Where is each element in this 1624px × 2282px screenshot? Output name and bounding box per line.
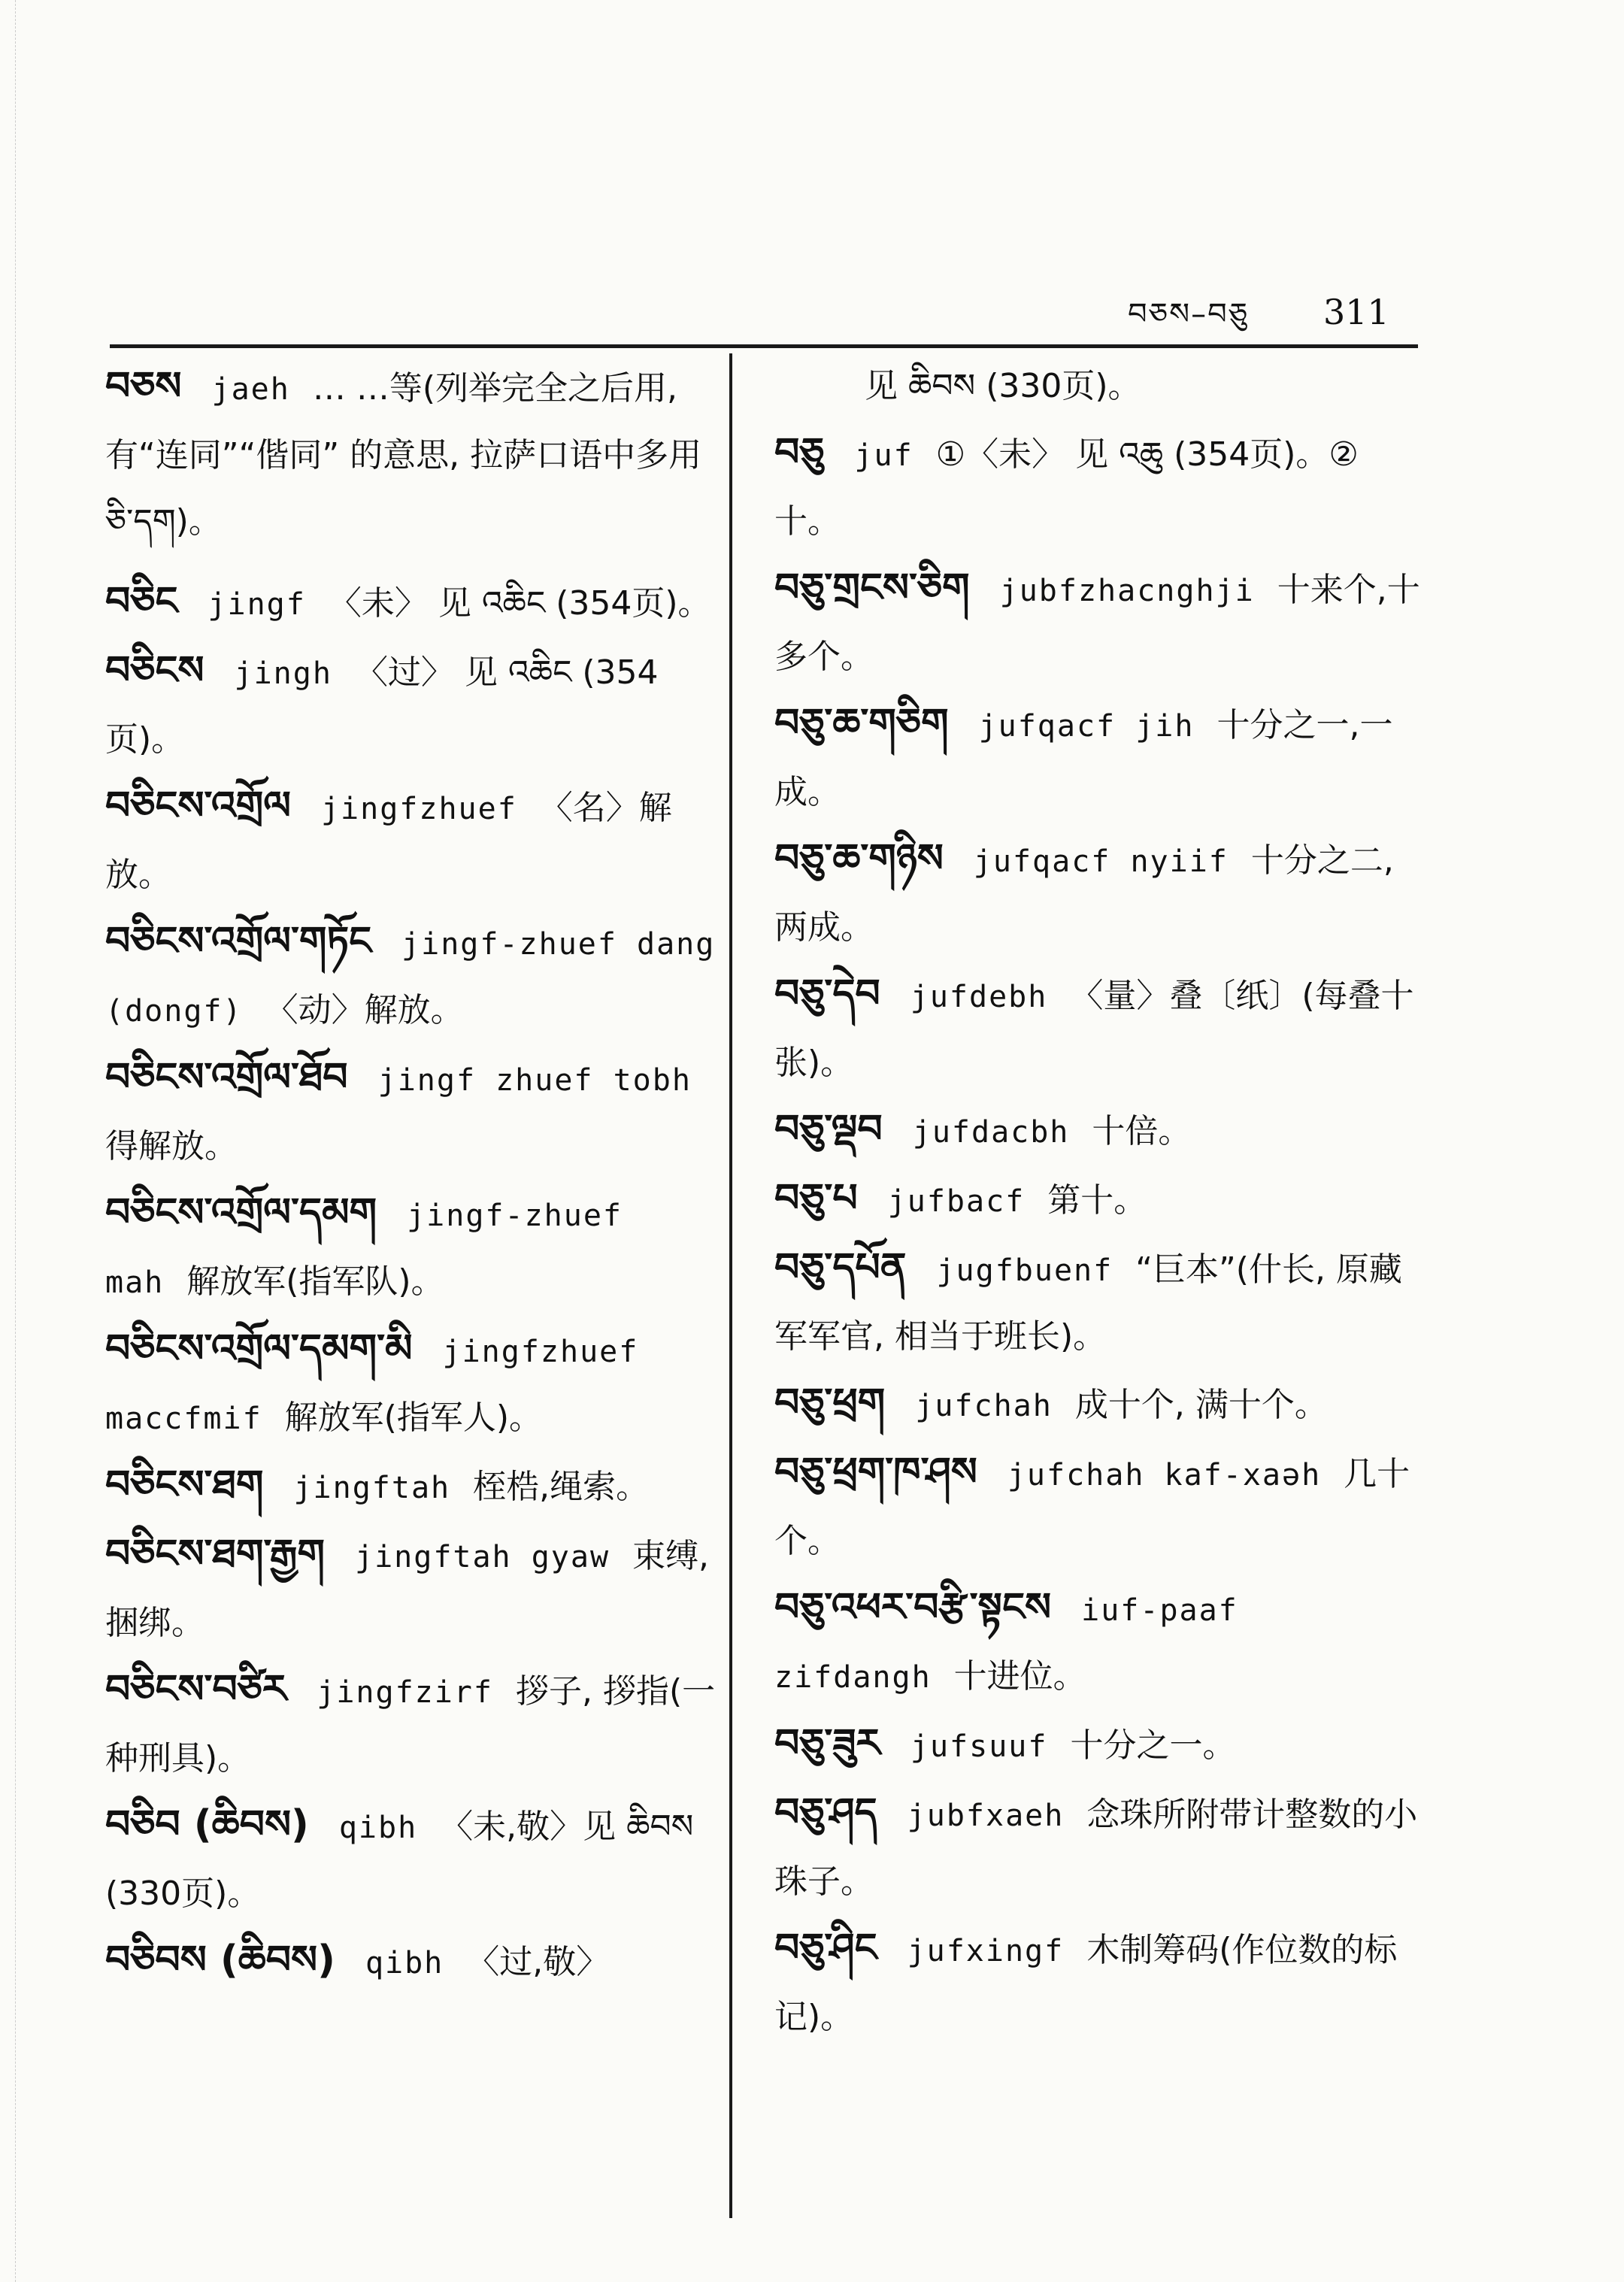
entry-pronunciation: jufxingf	[907, 1934, 1065, 1968]
dictionary-entry	[774, 1165, 1421, 1235]
entry-pronunciation: jingf-zhuef mah	[105, 1199, 623, 1300]
dictionary-entry	[105, 773, 722, 908]
entry-headword: བཅུ་ཟུར	[774, 1721, 880, 1766]
entry-definition: 〈量〉叠〔纸〕(每叠十张)。	[774, 977, 1414, 1082]
entry-pronunciation: jufqacf nyiif	[973, 844, 1229, 879]
entry-definition: 十倍。	[1092, 1112, 1192, 1150]
entry-definition: 〈未〉 见 འཆིང (354页)。	[328, 584, 711, 623]
entry-definition: 〈过,敬〉	[466, 1943, 610, 1981]
dictionary-entry	[105, 1316, 722, 1452]
entry-definition: 解放军(指军人)。	[284, 1399, 542, 1437]
entry-definition: “巨本”(什长, 原藏军军官, 相当于班长)。	[774, 1250, 1402, 1356]
dictionary-entry	[105, 1792, 722, 1927]
entry-definition: 十分之一,一成。	[774, 706, 1393, 811]
dictionary-entry	[105, 1927, 722, 1996]
entry-pronunciation: jufchah kaf-xaəh	[1007, 1458, 1322, 1493]
dictionary-entry	[774, 1439, 1421, 1574]
entry-pronunciation: juf	[854, 438, 914, 473]
entry-headword: བཅུ་དཔོན	[774, 1245, 907, 1290]
dictionary-entry	[774, 1574, 1421, 1711]
entry-definition: 〈名〉解放。	[105, 789, 672, 894]
continued-definition: 见 ཆིབས (330页)。	[865, 367, 1141, 405]
entry-headword: བཅིངས	[105, 648, 205, 693]
entry-definition: 十分之一。	[1070, 1726, 1236, 1765]
entry-headword: བཅུ་ཤིང	[774, 1926, 877, 1971]
entry-headword: བཅུ་དེབ	[774, 971, 880, 1017]
entry-definition: 十分之二,两成。	[774, 841, 1394, 947]
entry-pronunciation: jingftah gyaw	[354, 1540, 611, 1574]
entry-pronunciation: jingf-zhuef dang (dongf)	[105, 927, 716, 1029]
entry-headword: བཅུ་ལྡབ	[774, 1107, 883, 1152]
dictionary-entry	[105, 1044, 722, 1180]
entry-pronunciation: jaeh	[211, 372, 290, 407]
dictionary-entry	[774, 690, 1421, 826]
dictionary-entry	[105, 353, 722, 555]
entry-pronunciation: jufdebh	[910, 980, 1048, 1014]
dictionary-entry	[105, 1521, 722, 1656]
entry-pronunciation: jugfbuenf	[936, 1253, 1113, 1288]
entry-headword: བཅིངས་ཐག་རྒྱག	[105, 1532, 325, 1577]
entry-definition: 〈未,敬〉见 ཆིབས (330页)。	[105, 1808, 694, 1913]
entry-pronunciation: jubfxaeh	[907, 1799, 1065, 1833]
dictionary-entry	[105, 568, 722, 638]
entry-pronunciation: jufqacf jih	[978, 709, 1195, 744]
entry-definition: … …等(列举完全之后用,有“连同”“偕同” 的意思, 拉萨口语中多用 ཅི་དག)。	[105, 369, 702, 541]
dictionary-entry	[774, 420, 1421, 555]
entry-headword: བཅིངས་འགྲོལ	[105, 783, 291, 829]
entry-pronunciation: jingfzirf	[317, 1675, 493, 1710]
entry-headword: བཅུ་ཆ་གཉིས	[774, 836, 944, 881]
entry-definition: 〈过〉 见 འཆིང (354页)。	[105, 653, 659, 759]
entry-definition: 木制筹码(作位数的标记)。	[774, 1931, 1398, 2036]
dictionary-entry	[774, 826, 1421, 961]
entry-definition: 念珠所附带计整数的小珠子。	[774, 1796, 1418, 1901]
entry-headword: བཅུ་ཕྲག	[774, 1380, 886, 1426]
entry-definition: 〈动〉解放。	[265, 991, 464, 1029]
left-column	[105, 353, 722, 1996]
entry-pronunciation: iuf-paaf zifdangh	[774, 1593, 1238, 1695]
entry-pronunciation: jingh	[234, 656, 332, 691]
entry-pronunciation: jingfzhuef	[320, 792, 517, 826]
entry-definition: 桎梏,绳索。	[473, 1468, 650, 1506]
dictionary-entry	[774, 1780, 1421, 1915]
entry-definition: 几十个。	[774, 1455, 1410, 1560]
entry-headword: བཅུ་གྲངས་ཅིག	[774, 565, 970, 611]
dictionary-entry	[105, 1656, 722, 1792]
entry-headword: བཅིངས་ཐག	[105, 1462, 264, 1508]
dictionary-entry	[105, 638, 722, 773]
entry-definition: 拶子, 拶指(一种刑具)。	[105, 1672, 716, 1777]
dictionary-entry	[774, 1711, 1421, 1780]
dictionary-entry	[105, 1452, 722, 1521]
entry-headword: བཅུ་པ	[774, 1176, 858, 1221]
entry-pronunciation: jufsuuf	[910, 1729, 1048, 1764]
running-head: བཅས–བཅུ	[1128, 297, 1250, 332]
dictionary-entry	[774, 1096, 1421, 1165]
entry-definition: 十来个,十多个。	[774, 571, 1420, 676]
entry-headword: བཅིབས (ཆིབས)	[105, 1938, 335, 1983]
entry-pronunciation: jubfzhacnghji	[999, 574, 1255, 608]
header-rule	[110, 344, 1418, 348]
entry-headword: བཅུ་ཤད	[774, 1790, 877, 1835]
entry-headword: བཅིངས་བཙིར	[105, 1667, 287, 1712]
entry-pronunciation: jingfzhuef maccfmif	[105, 1335, 639, 1436]
entry-pronunciation: jufbacf	[887, 1184, 1026, 1219]
entry-definition: 十进位。	[953, 1657, 1086, 1696]
entry-headword: བཅིངས་འགྲོལ་གཏོང	[105, 919, 372, 964]
dictionary-entry	[774, 1915, 1421, 2050]
dictionary-entry	[774, 961, 1421, 1096]
entry-headword: བཅས	[105, 364, 182, 409]
entry-definition: 束缚,捆绑。	[105, 1537, 710, 1642]
entry-pronunciation: jingf	[208, 587, 306, 622]
entry-pronunciation: qibh	[338, 1811, 418, 1845]
right-column	[774, 353, 1421, 2050]
entry-definition: 第十。	[1047, 1181, 1147, 1220]
scan-margin	[0, 0, 16, 2282]
entry-pronunciation: qibh	[365, 1946, 444, 1980]
entry-headword: བཅིབ (ཆིབས)	[105, 1802, 309, 1847]
entry-pronunciation: jufchah	[915, 1389, 1053, 1423]
entry-pronunciation: jufdacbh	[912, 1115, 1070, 1150]
dictionary-entry	[774, 1235, 1421, 1370]
entry-definition: 解放军(指军队)。	[186, 1262, 444, 1301]
dictionary-entry	[105, 908, 722, 1044]
entry-headword: བཅིང	[105, 579, 178, 624]
entry-pronunciation: jingftah	[293, 1471, 451, 1505]
entry-definition: 成十个, 满十个。	[1074, 1386, 1328, 1424]
dictionary-entry	[105, 1180, 722, 1316]
dictionary-entry	[774, 555, 1421, 690]
entry-definition: ①〈未〉 见 འཆུ (354页)。②十。	[774, 435, 1359, 541]
entry-pronunciation: jingf zhuef tobh	[377, 1063, 692, 1098]
entry-headword: བཅུ་འཕར་བརྩི་སྟངས	[774, 1585, 1052, 1630]
page-number: 311	[1323, 292, 1389, 332]
entry-headword: བཅིངས་འགྲོལ་ཐོབ	[105, 1055, 348, 1100]
column-divider	[729, 353, 732, 2218]
entry-headword: བཅིངས་འགྲོལ་དམག	[105, 1190, 377, 1235]
dictionary-entry	[774, 1370, 1421, 1439]
entry-headword: བཅུ་ཕྲག་ཁ་ཤས	[774, 1450, 977, 1495]
entry-headword: བཅུ་ཆ་གཅིག	[774, 701, 949, 746]
entry-headword: བཅུ	[774, 430, 825, 475]
entry-definition: 得解放。	[105, 1127, 238, 1165]
entry-headword: བཅིངས་འགྲོལ་དམག་མི	[105, 1326, 413, 1371]
